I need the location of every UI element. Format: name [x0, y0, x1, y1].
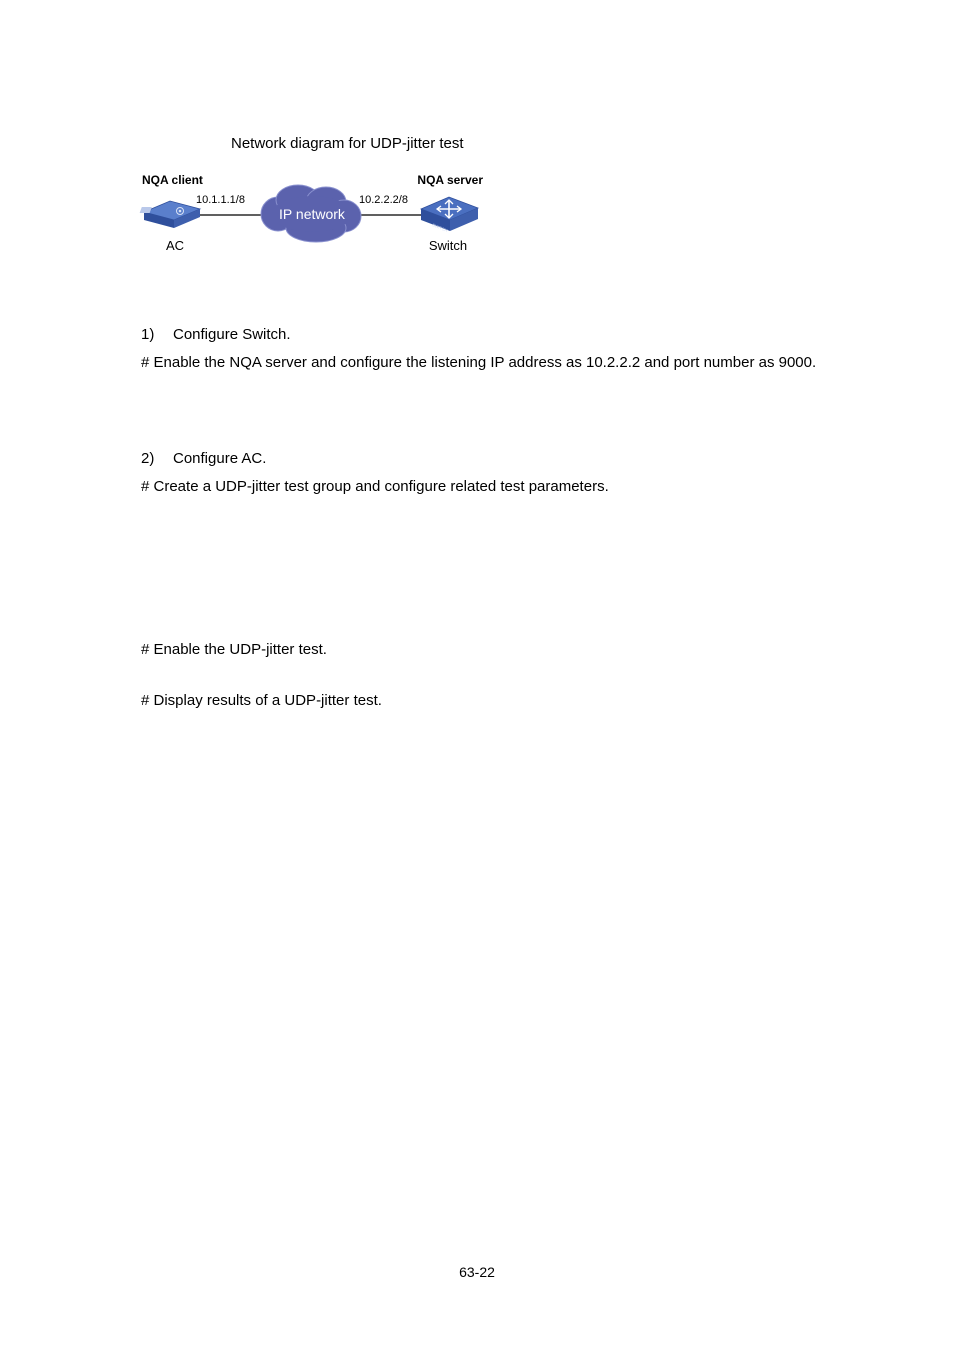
step-title: Configure Switch.: [173, 326, 291, 343]
step-heading-2: [141, 450, 266, 467]
server-name-label: Switch: [428, 238, 468, 253]
server-role-label: NQA server: [417, 173, 483, 187]
step-2-note-create: # Create a UDP-jitter test group and configure related test parameters.: [141, 478, 609, 495]
switch-badge: SWITCH: [431, 222, 449, 233]
client-ip-label: 10.1.1.1/8: [196, 194, 245, 206]
cloud-label: IP network: [279, 206, 345, 222]
step-number: 1): [141, 326, 155, 343]
step-2-note-display: # Display results of a UDP-jitter test.: [141, 692, 382, 709]
step-number: 2): [141, 450, 155, 467]
switch-device-icon: [421, 197, 478, 233]
step-2-note-enable: # Enable the UDP-jitter test.: [141, 641, 327, 658]
page-number: 63-22: [459, 1264, 495, 1280]
step-heading-1: [141, 326, 291, 343]
step-1-note: # Enable the NQA server and configure the listening IP address as 10.2.2.2 and port number as 9000.: [141, 354, 817, 371]
step-title: Configure AC.: [173, 450, 267, 467]
client-role-label: NQA client: [142, 173, 203, 187]
network-diagram: [138, 168, 498, 263]
server-ip-label: 10.2.2.2/8: [359, 194, 408, 206]
ac-device-icon: [140, 201, 200, 228]
figure-caption: Network diagram for UDP-jitter test: [231, 135, 464, 152]
client-name-label: AC: [165, 238, 185, 253]
